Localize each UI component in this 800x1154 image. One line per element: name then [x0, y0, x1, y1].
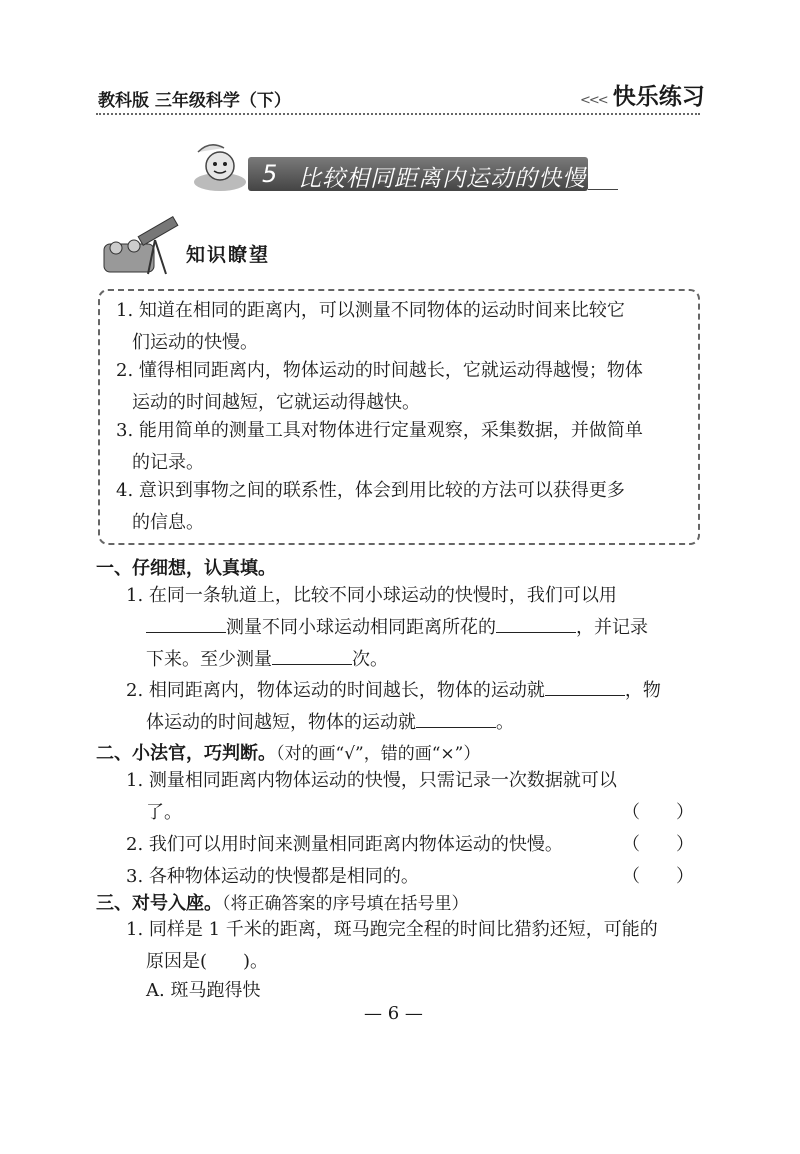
answer-paren-3[interactable]: （ ）	[622, 866, 694, 887]
answer-blank[interactable]	[416, 709, 496, 728]
knowledge-item-1: 1. 知道在相同的距离内，可以测量不同物体的运动时间来比较它	[116, 300, 625, 321]
answer-blank[interactable]	[146, 614, 226, 633]
part1-q1-text-b: ，并记录	[576, 617, 648, 638]
part3-q1-line1: 1. 同样是 1 千米的距离，斑马跑完全程的时间比猎豹还短，可能的	[126, 919, 658, 940]
part3-heading-text: 三、对号入座。	[96, 893, 222, 914]
part1-q2-text-d: 。	[496, 712, 514, 733]
knowledge-item-1-cont: 们运动的快慢。	[132, 332, 258, 353]
part2-q3: 3. 各种物体运动的快慢都是相同的。	[126, 866, 419, 887]
part1-q2-line1	[126, 675, 661, 707]
chevron-left-icon: <<<	[580, 93, 607, 108]
header-divider	[96, 113, 700, 115]
part2-q1-line1: 1. 测量相同距离内物体运动的快慢，只需记录一次数据就可以	[126, 770, 617, 791]
answer-blank[interactable]	[545, 677, 625, 696]
page-number: — 6 —	[364, 1003, 423, 1024]
answer-paren-1[interactable]: （ ）	[622, 802, 694, 823]
part3-note: （将正确答案的序号填在括号里）	[222, 894, 469, 914]
part1-q1-text-d: 次。	[352, 649, 388, 670]
part1-q2-text-c: 体运动的时间越短，物体的运动就	[146, 712, 416, 733]
title-underline	[588, 189, 618, 190]
answer-blank[interactable]	[496, 614, 576, 633]
part1-q2-line2	[146, 707, 514, 739]
part1-q1-text-c: 下来。至少测量	[146, 649, 272, 670]
part2-note: （对的画“√”，错的画“×”）	[276, 744, 481, 764]
part1-q2-text-a: 2. 相同距离内，物体运动的时间越长，物体的运动就	[126, 680, 545, 701]
cartoon-mascot-icon	[190, 138, 254, 196]
part2-heading	[96, 739, 480, 765]
knowledge-item-4: 4. 意识到事物之间的联系性，体会到用比较的方法可以获得更多	[116, 480, 625, 501]
series-title-text: 快乐练习	[612, 84, 705, 110]
part1-q1-line1: 1. 在同一条轨道上，比较不同小球运动的快慢时，我们可以用	[126, 585, 617, 606]
telescope-icon	[100, 208, 184, 276]
answer-blank[interactable]	[272, 646, 352, 665]
answer-paren-2[interactable]: （ ）	[622, 834, 694, 855]
part2-q2: 2. 我们可以用时间来测量相同距离内物体运动的快慢。	[126, 834, 563, 855]
knowledge-item-3-cont: 的记录。	[132, 452, 204, 473]
book-title: 教科版 三年级科学（下）	[98, 91, 291, 111]
part2-heading-text: 二、小法官，巧判断。	[96, 743, 276, 764]
knowledge-item-4-cont: 的信息。	[132, 512, 204, 533]
lesson-number: 5	[262, 160, 278, 188]
part1-q2-text-b: ，物	[624, 680, 661, 701]
part3-option-a: A. 斑马跑得快	[146, 980, 261, 1001]
part1-q1-text-a: 测量不同小球运动相同距离所花的	[226, 617, 496, 638]
part1-heading: 一、仔细想，认真填。	[96, 558, 276, 579]
knowledge-item-2: 2. 懂得相同距离内，物体运动的时间越长，它就运动得越慢；物体	[116, 360, 643, 381]
part3-q1-line2: 原因是( )。	[146, 951, 269, 972]
series-title	[580, 78, 705, 111]
knowledge-heading: 知识瞭望	[186, 244, 271, 266]
part1-q1-line3	[146, 644, 388, 676]
part3-heading	[96, 889, 469, 915]
knowledge-item-2-cont: 运动的时间越短，它就运动得越快。	[132, 392, 420, 413]
lesson-title: 比较相同距离内运动的快慢	[298, 166, 586, 192]
part2-q1-line2: 了。	[146, 802, 182, 823]
knowledge-item-3: 3. 能用简单的测量工具对物体进行定量观察，采集数据，并做简单	[116, 420, 643, 441]
part1-q1-line2	[146, 612, 648, 644]
